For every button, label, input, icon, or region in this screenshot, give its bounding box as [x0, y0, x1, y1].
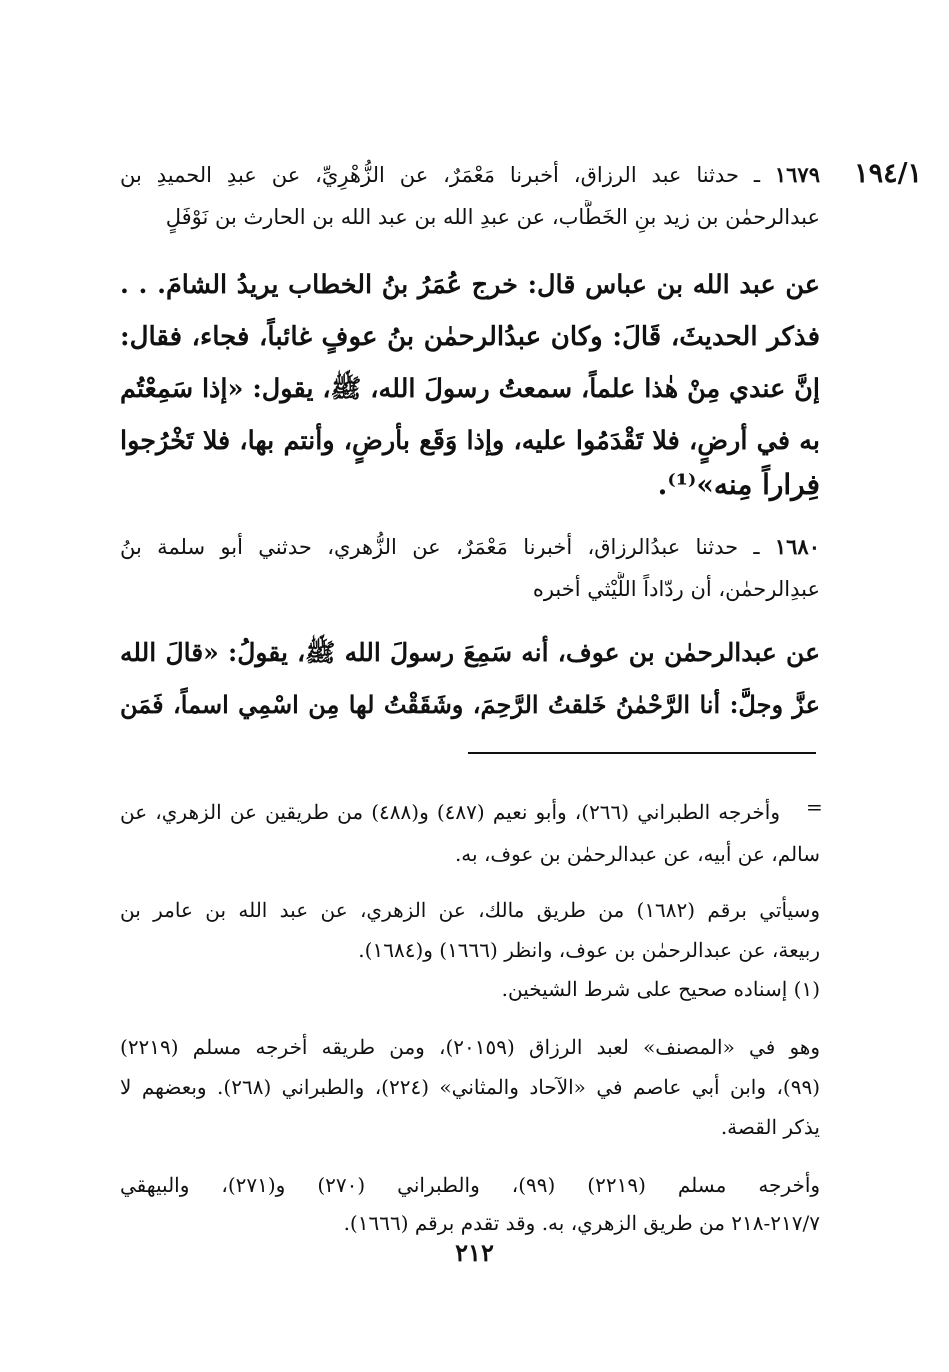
- hadith-1679-matn-line-3: إنَّ عندي مِنْ هٰذا علماً، سمعتُ رسولَ الله، ﷺ، يقول: «إذا سَمِعْتُم: [120, 374, 820, 404]
- hadith-1680-matn-line-1: عن عبدالرحمٰن بن عوف، أنه سَمِعَ رسولَ الله ﷺ، يقولُ: «قالَ الله: [120, 638, 820, 667]
- hadith-1679-matn-line-2: فذكر الحديثَ، قَالَ: وكان عبدُالرحمٰن بنُ عوفٍ غائباً، فجاء، فقال:: [120, 322, 820, 352]
- footnote-line-7: (٩٩)، وابن أبي عاصم في «الآحاد والمثاني» (٢٢٤)، والطبراني (٢٦٨). وبعضهم لا: [120, 1075, 820, 1099]
- hadith-1680-matn-line-2: عزَّ وجلَّ: أنا الرَّحْمٰنُ خَلقتُ الرَّحِمَ، وشَقَقْتُ لها مِن اسْمِي اسماً، فَمَن: [120, 690, 820, 719]
- footnote-line-3: وسيأتي برقم (١٦٨٢) من طريق مالك، عن الزهري، عن عبد الله بن عامر بن: [120, 898, 820, 922]
- footnote-line-10: ٢١٧/٧-٢١٨ من طريق الزهري، به. وقد تقدم برقم (١٦٦٦).: [343, 1211, 820, 1235]
- hadith-1679-isnad-text-1: ـ حدثنا عبد الرزاق، أخبرنا مَعْمَرٌ، عن الزُّهْرِيِّ، عن عبدِ الحميدِ بن: [120, 163, 775, 187]
- hadith-1679-number: ١٦٧٩: [774, 162, 820, 187]
- hadith-1680-number: ١٦٨٠: [774, 534, 820, 559]
- hadith-1679-matn-line-4: به في أرضٍ، فلا تَقْدَمُوا عليه، وإذا وَقَع بأرضٍ، وأنتم بها، فلا تَخْرُجوا: [120, 426, 820, 456]
- hadith-1680-isnad-line-2: عبدِالرحمٰن، أن ردّاداً اللَّيْثي أخبره: [532, 577, 820, 601]
- hadith-1679-matn-line-1: عن عبد الله بن عباس قال: خرج عُمَرُ بنُ الخطاب يريدُ الشامَ. . .: [120, 270, 820, 300]
- page-number: ٢١٢: [455, 1238, 494, 1267]
- footnote-1-heading: (١) إسناده صحيح على شرط الشيخين.: [501, 977, 820, 1001]
- footnote-line-6: وهو في «المصنف» لعبد الرزاق (٢٠١٥٩)، ومن طريقه أخرجه مسلم (٢٢١٩): [120, 1035, 820, 1059]
- footnote-line-8: يذكر القصة.: [720, 1115, 820, 1139]
- footnote-divider: [468, 752, 816, 754]
- hadith-1679-matn-line-5: فِراراً مِنه»⁽¹⁾.: [657, 468, 820, 501]
- hadith-1680-isnad-text-1: ـ حدثنا عبدُالرزاق، أخبرنا مَعْمَرٌ، عن الزُّهري، حدثني أبو سلمة بنُ: [120, 535, 775, 559]
- footnote-line-4: ربيعة، عن عبدالرحمٰن بن عوف، وانظر (١٦٦٦) و(١٦٨٤).: [358, 938, 820, 962]
- margin-reference: ١٩٤/١: [854, 158, 922, 189]
- hadith-1679-isnad-line-1: [120, 158, 820, 192]
- footnote-continuation-mark: =: [806, 795, 823, 819]
- footnote-line-9: وأخرجه مسلم (٢٢١٩) (٩٩)، والطبراني (٢٧٠) و(٢٧١)، والبيهقي: [120, 1173, 820, 1197]
- footnote-line-2: سالم، عن أبيه، عن عبدالرحمٰن بن عوف، به.: [454, 842, 820, 866]
- hadith-1680-isnad-line-1: [120, 530, 820, 564]
- footnote-line-1: وأخرجه الطبراني (٢٦٦)، وأبو نعيم (٤٨٧) و(٤٨٨) من طريقين عن الزهري، عن: [120, 800, 780, 824]
- hadith-1679-isnad-line-2: عبدالرحمٰن بن زيد بنِ الخَطَّاب، عن عبدِ الله بن عبد الله بن الحارث بن نَوْفَلٍ: [165, 205, 820, 229]
